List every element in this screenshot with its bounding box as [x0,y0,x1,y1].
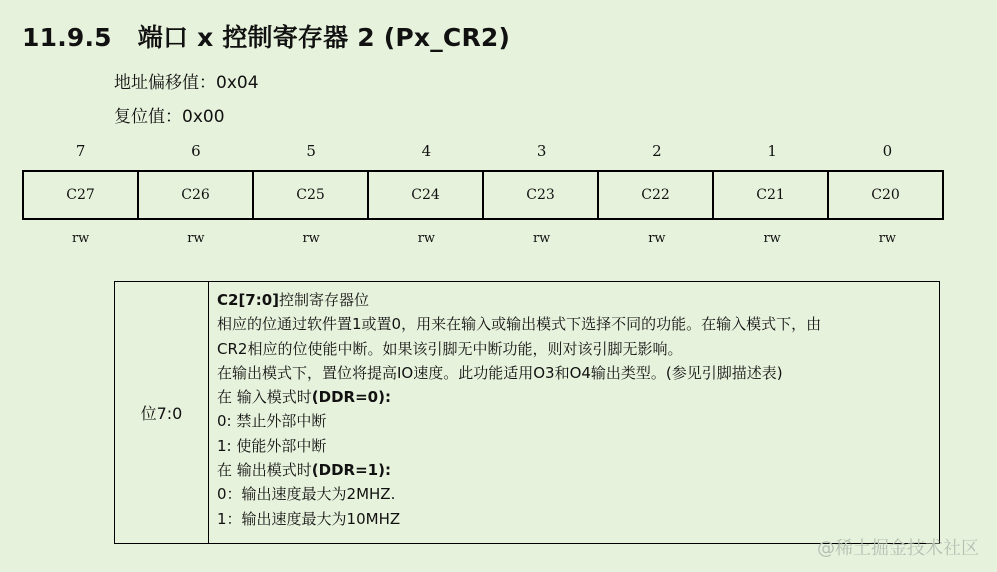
input-option-0: 0: 禁止外部中断 [217,412,327,431]
output-mode-prefix: 在 输出模式时 [217,461,312,480]
reset-value-label: 复位值： [114,107,182,127]
bit-number-row [23,142,945,160]
bit-field-c24: C24 [367,172,482,218]
input-mode-heading [217,385,931,409]
bit-field-c22: C22 [597,172,712,218]
field-heading [217,288,931,312]
bit-field-c25: C25 [252,172,367,218]
output-option-0: 0：输出速度最大为2MHZ. [217,485,396,504]
bit-field-c23: C23 [482,172,597,218]
input-mode-prefix: 在 输入模式时 [217,388,312,407]
bit-access-type: rw [417,231,436,246]
bit-field-c27: C27 [66,187,95,203]
output-mode-condition: (DDR=1): [311,461,391,480]
bit-access-type: rw [187,231,205,246]
section-number: 11.9.5 [22,23,112,52]
watermark: @稀土掘金技术社区 [817,538,979,559]
field-desc: 控制寄存器位 [279,291,370,309]
input-mode-condition: (DDR=0): [311,388,391,407]
bit-number: 7 [75,142,86,160]
bit-field-c21: C21 [712,172,827,218]
bit-number: 2 [652,142,662,160]
bit-description-table [114,281,940,544]
bit-access-type: rw [648,231,666,246]
bit-number: 3 [536,142,547,160]
bit-field-c26: C26 [137,172,252,218]
bit-access-type: rw [71,231,90,246]
description-line: CR2相应的位使能中断。如果该引脚无中断功能，则对该引脚无影响。 [217,339,683,358]
bit-access-type: rw [532,231,551,246]
reset-value [114,102,225,127]
section-title [22,18,510,54]
bit-number: 5 [306,142,316,160]
bit-description-body [209,282,939,543]
field-name: C2[7:0] [217,291,280,309]
bit-number: 4 [421,142,432,160]
description-line: 相应的位通过软件置1或置0，用来在输入或输出模式下选择不同的功能。在输入模式下，由 [217,315,822,334]
bit-number: 6 [191,142,201,160]
bit-number: 0 [882,142,893,160]
bit-access-type: rw [302,231,320,246]
reset-value-value: 0x00 [182,107,225,127]
description-line: 在输出模式下，置位将提高IO速度。此功能适用O3和O4输出类型。(参见引脚描述表) [217,363,783,382]
register-bit-field-row [22,170,944,220]
address-offset-value: 0x04 [216,73,259,93]
bit-field-c20: C20 [827,172,942,218]
bit-access-type: rw [763,231,781,246]
bit-access-type: rw [878,231,897,246]
address-offset [114,68,259,93]
bit-position-label: 位7:0 [115,282,209,543]
input-option-1: 1: 使能外部中断 [217,436,327,455]
output-mode-heading [217,458,931,482]
bit-number: 1 [767,142,777,160]
address-offset-label: 地址偏移值： [114,73,216,93]
output-option-1: 1：输出速度最大为10MHZ [217,509,401,528]
bit-access-row [23,231,945,246]
section-heading: 端口 x 控制寄存器 2 (Px_CR2) [137,23,511,52]
